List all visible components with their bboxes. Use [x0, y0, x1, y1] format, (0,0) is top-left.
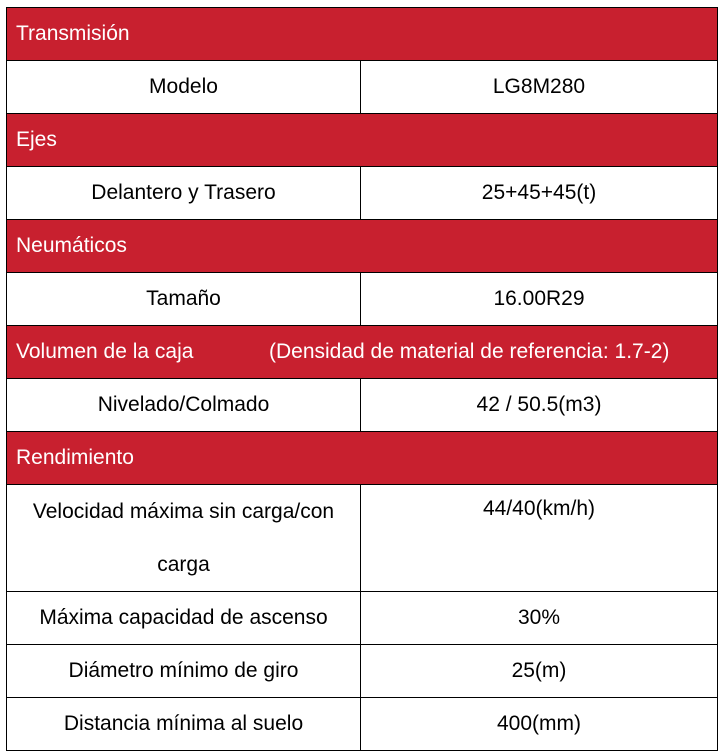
- section-header-rendimiento: [7, 432, 718, 485]
- table-row: [7, 273, 718, 326]
- row-value: 400(mm): [361, 698, 718, 751]
- table-row: [7, 485, 718, 592]
- section-title: Volumen de la caja: [16, 340, 194, 363]
- section-header-neumaticos: [7, 220, 718, 273]
- section-header-volumen: [7, 326, 718, 379]
- row-label: Modelo: [7, 61, 361, 114]
- row-label: Diámetro mínimo de giro: [7, 645, 361, 698]
- row-label: Máxima capacidad de ascenso: [7, 592, 361, 645]
- section-title: Rendimiento: [7, 432, 718, 485]
- table-row: [7, 61, 718, 114]
- table-row: [7, 379, 718, 432]
- table-row: [7, 167, 718, 220]
- row-value: 30%: [361, 592, 718, 645]
- row-label: Velocidad máxima sin carga/con carga: [7, 485, 361, 592]
- table-row: [7, 645, 718, 698]
- spec-table: [6, 7, 718, 751]
- row-value: 16.00R29: [361, 273, 718, 326]
- row-label: Nivelado/Colmado: [7, 379, 361, 432]
- row-label: Delantero y Trasero: [7, 167, 361, 220]
- section-title: Neumáticos: [7, 220, 718, 273]
- section-title: Transmisión: [7, 8, 718, 61]
- spec-table-container: [6, 7, 717, 751]
- section-title: Ejes: [7, 114, 718, 167]
- row-value: 42 / 50.5(m3): [361, 379, 718, 432]
- table-row: [7, 698, 718, 751]
- section-header-cell: [7, 326, 718, 379]
- row-value: 25(m): [361, 645, 718, 698]
- row-value: 25+45+45(t): [361, 167, 718, 220]
- section-header-transmision: [7, 8, 718, 61]
- row-label: Distancia mínima al suelo: [7, 698, 361, 751]
- row-value: 44/40(km/h): [361, 485, 718, 592]
- row-label: Tamaño: [7, 273, 361, 326]
- table-row: [7, 592, 718, 645]
- row-value: LG8M280: [361, 61, 718, 114]
- section-header-ejes: [7, 114, 718, 167]
- section-note: (Densidad de material de referencia: 1.7-2): [269, 340, 670, 363]
